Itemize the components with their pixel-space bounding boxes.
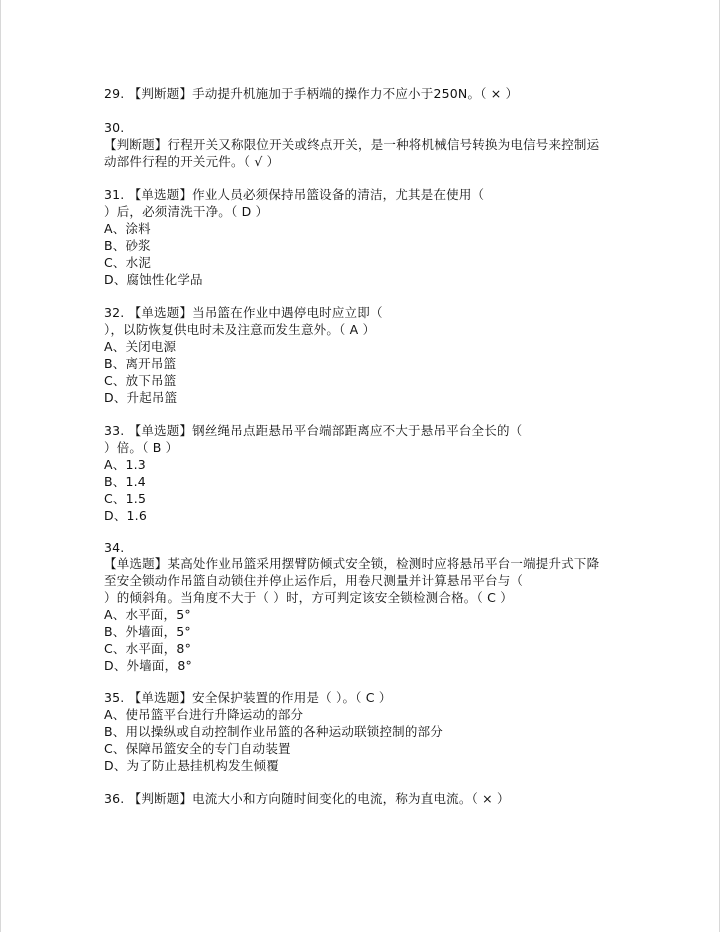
question-34-option-d: D、外墙面，8°: [104, 658, 192, 673]
question-31-option-a: A、涂料: [104, 221, 151, 236]
question-33-option-c: C、1.5: [104, 491, 147, 506]
question-32-option-a: A、关闭电源: [104, 339, 177, 354]
question-32-text-line2: ），以防恢复供电时未及注意而发生意外。（ A ）: [104, 322, 376, 337]
question-31-text-line1: 31. 【单选题】作业人员必须保持吊篮设备的清洁，尤其是在使用（: [104, 187, 485, 202]
question-34-number: 34.: [104, 540, 125, 555]
question-30-text-line1: 【判断题】行程开关又称限位开关或终点开关，是一种将机械信号转换为电信号来控制运: [104, 137, 600, 152]
question-33-option-b: B、1.4: [104, 474, 146, 489]
question-29: 29. 【判断题】手动提升机施加于手柄端的操作力不应小于250N。（ × ）: [104, 86, 519, 101]
question-31-option-c: C、水泥: [104, 255, 152, 270]
question-35-option-a: A、使吊篮平台进行升降运动的部分: [104, 707, 304, 722]
question-32-text-line1: 32. 【单选题】当吊篮在作业中遇停电时应立即（: [104, 305, 383, 320]
question-35-option-b: B、用以操纵或自动控制作业吊篮的各种运动联锁控制的部分: [104, 724, 443, 739]
question-30-number: 30.: [104, 120, 125, 135]
question-35-text-line1: 35. 【单选题】安全保护装置的作用是（ ）。（ C ）: [104, 690, 392, 705]
question-34-text-line2: 至安全锁动作吊篮自动锁住并停止运作后，用卷尺测量并计算悬吊平台与（: [104, 573, 524, 588]
question-34-option-b: B、外墙面，5°: [104, 624, 191, 639]
question-32-option-d: D、升起吊篮: [104, 390, 178, 405]
question-30-text-line2: 动部件行程的开关元件。（ √ ）: [104, 154, 280, 169]
question-33-text-line2: ）倍。（ B ）: [104, 440, 179, 455]
question-34-option-c: C、水平面，8°: [104, 641, 192, 656]
question-33-option-d: D、1.6: [104, 508, 148, 523]
question-34-text-line1: 【单选题】某高处作业吊篮采用摆臂防倾式安全锁，检测时应将悬吊平台一端提升式下降: [104, 556, 600, 571]
question-32-option-c: C、放下吊篮: [104, 373, 177, 388]
question-31-option-b: B、砂浆: [104, 238, 151, 253]
question-35-option-d: D、为了防止悬挂机构发生倾覆: [104, 758, 279, 773]
question-33-text-line1: 33. 【单选题】钢丝绳吊点距悬吊平台端部距离应不大于悬吊平台全长的（: [104, 423, 523, 438]
question-36: 36. 【判断题】电流大小和方向随时间变化的电流，称为直电流。（ × ）: [104, 791, 510, 806]
question-32-option-b: B、离开吊篮: [104, 356, 177, 371]
question-31-option-d: D、腐蚀性化学品: [104, 272, 203, 287]
question-31-text-line2: ）后，必须清洗干净。（ D ）: [104, 204, 269, 219]
question-34-option-a: A、水平面，5°: [104, 607, 191, 622]
question-33-option-a: A、1.3: [104, 457, 146, 472]
question-34-text-line3: ）的倾斜角。当角度不大于（ ）时，方可判定该安全锁检测合格。（ C ）: [104, 590, 513, 605]
question-35-option-c: C、保障吊篮安全的专门自动装置: [104, 741, 291, 756]
